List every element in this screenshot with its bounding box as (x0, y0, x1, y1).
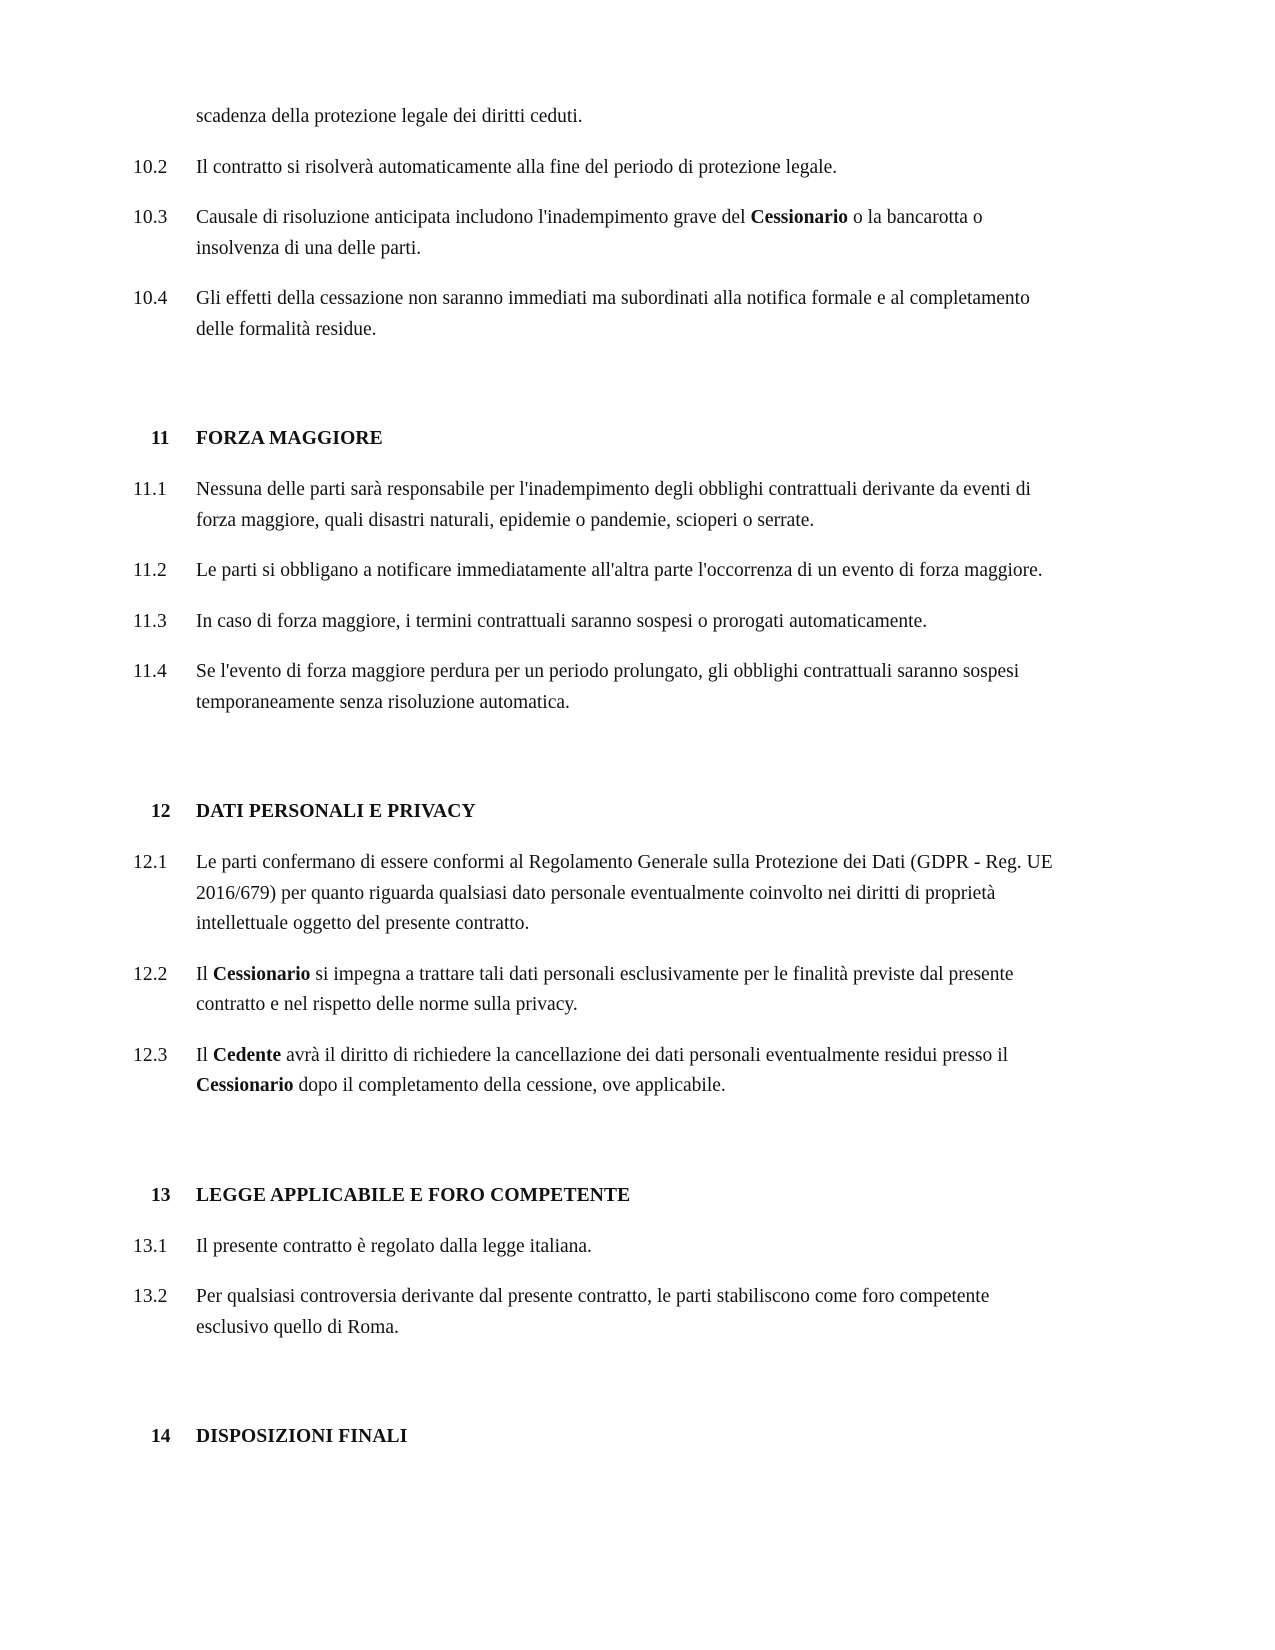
clause-number: 13.2 (133, 1286, 168, 1307)
section-spacer (133, 365, 1063, 424)
clause-11-1 (133, 475, 1063, 536)
clause-text: Per qualsiasi controversia derivante dal presente contratto, le parti stabiliscono come foro competente esclusivo quello di Roma. (196, 1286, 990, 1338)
clause-number: 12.3 (133, 1044, 168, 1066)
section-spacer (133, 454, 1063, 475)
section-spacer (133, 1452, 1063, 1473)
heading-11 (133, 424, 1063, 454)
clause-text: Il presente contratto è regolato dalla legge italiana. (196, 1235, 592, 1257)
clause-number: 11.1 (133, 479, 167, 500)
section-spacer (133, 1363, 1063, 1422)
section-number: 14 (151, 1426, 171, 1447)
clause-text: Le parti si obbligano a notificare immediatamente all'altra parte l'occorrenza di un evento di forza maggiore. (196, 560, 1043, 581)
section-title: LEGGE APPLICABILE E FORO COMPETENTE (196, 1184, 631, 1206)
clause-10-4 (133, 284, 1063, 345)
clause-text: In caso di forza maggiore, i termini contrattuali saranno sospesi o prorogati automaticamente. (196, 610, 928, 632)
clause-text: Gli effetti della cessazione non saranno immediati ma subordinati alla notifica formale e al completamento delle formalità residue. (196, 288, 1030, 340)
document-body (133, 102, 1063, 1473)
section-title: DISPOSIZIONI FINALI (196, 1426, 408, 1447)
defined-term: Cedente (212, 1044, 282, 1066)
clause-text: Nessuna delle parti sarà responsabile per l'inadempimento degli obblighi contrattuali derivante da eventi di forza maggiore, quali disastri naturali, epidemie o pandemie, scioperi o serrate. (196, 479, 1031, 531)
clause-text: Il Cedente avrà il diritto di richiedere la cancellazione dei dati personali eventualmente residui presso il Cessionario dopo il completamento della cessione, ove applicabile. (196, 1044, 1009, 1096)
defined-term: Cessionario (196, 1075, 294, 1096)
clause-number: 12.1 (133, 852, 168, 873)
section-spacer (133, 1211, 1063, 1232)
section-spacer (133, 1122, 1063, 1181)
section-spacer (133, 738, 1063, 797)
clause-12-1 (133, 848, 1063, 940)
clause-10-1-continuation (133, 102, 1063, 133)
clause-12-3 (133, 1041, 1063, 1102)
clause-number: 10.3 (133, 207, 168, 228)
clause-number: 11.3 (133, 610, 167, 632)
clause-number: 12.2 (133, 963, 168, 985)
clause-number: 10.4 (133, 288, 168, 309)
section-title: DATI PERSONALI E PRIVACY (196, 801, 476, 822)
clause-11-2 (133, 556, 1063, 587)
section-title: FORZA MAGGIORE (196, 428, 383, 449)
clause-number: 13.1 (133, 1235, 168, 1257)
section-number: 13 (151, 1184, 171, 1206)
clause-11-3 (133, 607, 1063, 638)
heading-13 (133, 1181, 1063, 1211)
clause-text: Il Cessionario si impegna a trattare tali dati personali esclusivamente per le finalità previste dal presente contratto e nel rispetto delle norme sulla privacy. (196, 963, 1014, 1015)
clause-12-2 (133, 960, 1063, 1021)
defined-term: Cessionario (212, 963, 311, 985)
section-number: 12 (151, 801, 171, 822)
clause-13-2 (133, 1282, 1063, 1343)
clause-10-2 (133, 153, 1063, 184)
clause-text: Il contratto si risolverà automaticamente alla fine del periodo di protezione legale. (196, 156, 838, 178)
clause-10-3 (133, 203, 1063, 264)
clause-text: scadenza della protezione legale dei diritti ceduti. (196, 106, 583, 127)
clause-text: Causale di risoluzione anticipata includono l'inadempimento grave del Cessionario o la bancarotta o insolvenza di una delle parti. (196, 207, 983, 259)
heading-12 (133, 797, 1063, 827)
clause-13-1 (133, 1232, 1063, 1263)
clause-number: 11.2 (133, 560, 167, 581)
defined-term: Cessionario (750, 207, 848, 228)
heading-14 (133, 1422, 1063, 1452)
clause-text: Se l'evento di forza maggiore perdura per un periodo prolungato, gli obblighi contrattuali saranno sospesi temporaneamente senza risoluzione automatica. (196, 661, 1020, 713)
clause-number: 10.2 (133, 156, 168, 178)
clause-text: Le parti confermano di essere conformi al Regolamento Generale sulla Protezione dei Dati (GDPR - Reg. UE 2016/679) per quanto riguarda qualsiasi dato personale eventualmente coinvolto nei diritti di proprietà intellettuale oggetto del presente contratto. (196, 852, 1053, 934)
clause-11-4 (133, 657, 1063, 718)
section-number: 11 (151, 428, 170, 449)
clause-number: 11.4 (133, 661, 167, 682)
section-spacer (133, 827, 1063, 848)
